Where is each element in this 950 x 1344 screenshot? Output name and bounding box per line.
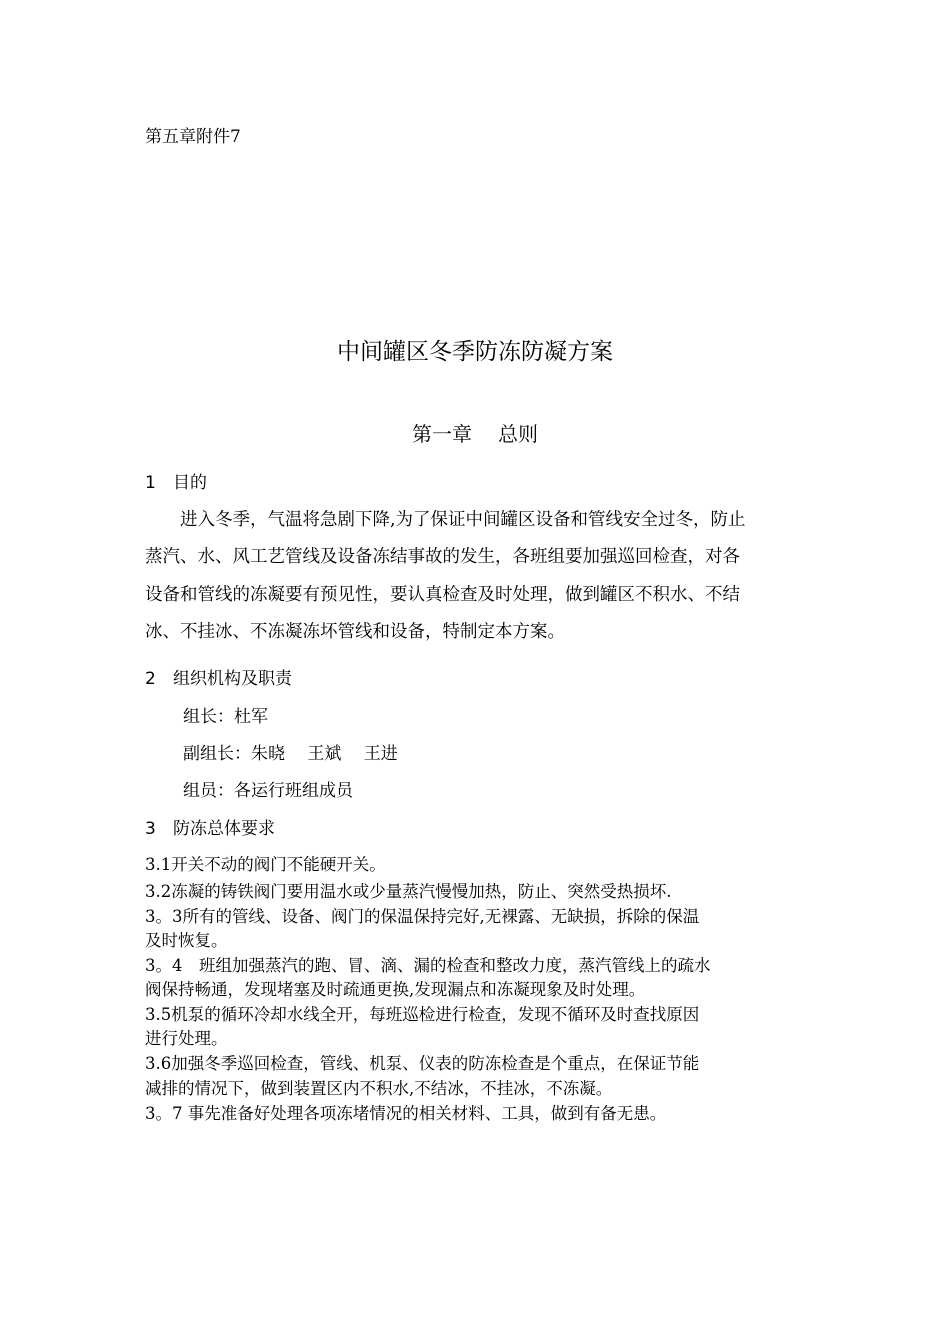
deputy-leaders: 副组长：朱晓 王斌 王进 bbox=[183, 744, 398, 764]
requirement-line: 3.1开关不动的阀门不能硬开关。 bbox=[145, 855, 386, 874]
purpose-line: 蒸汽、水、风工艺管线及设备冻结事故的发生，各班组要加强巡回检查，对各 bbox=[145, 547, 740, 567]
requirement-line: 进行处理。 bbox=[145, 1029, 228, 1048]
purpose-line: 进入冬季，气温将急剧下降,为了保证中间罐区设备和管线安全过冬，防止 bbox=[145, 510, 746, 530]
requirement-line: 减排的情况下，做到装置区内不积水,不结冰，不挂冰，不冻凝。 bbox=[145, 1079, 613, 1098]
requirement-line: 及时恢复。 bbox=[145, 931, 228, 950]
requirement-line: 3。3所有的管线、设备、阀门的保温保持完好,无裸露、无缺损，拆除的保温 bbox=[145, 907, 700, 926]
section-number: 1 bbox=[145, 473, 156, 493]
chapter-name: 总则 bbox=[498, 422, 538, 446]
requirement-line: 3.2冻凝的铸铁阀门要用温水或少量蒸汽慢慢加热，防止、突然受热损坏. bbox=[145, 882, 672, 901]
section-title: 组织机构及职责 bbox=[173, 669, 292, 689]
document-title: 中间罐区冬季防冻防凝方案 bbox=[337, 339, 613, 365]
group-leader: 组长：杜军 bbox=[183, 707, 268, 727]
requirement-line: 3.5机泵的循环冷却水线全开，每班巡检进行检查，发现不循环及时查找原因 bbox=[145, 1005, 700, 1024]
purpose-line: 冰、不挂冰、不冻凝冻坏管线和设备，特制定本方案。 bbox=[145, 622, 565, 642]
section-heading-purpose bbox=[145, 472, 207, 494]
section-number: 3 bbox=[145, 819, 156, 839]
requirement-line: 3.6加强冬季巡回检查，管线、机泵、仪表的防冻检查是个重点，在保证节能 bbox=[145, 1054, 700, 1073]
section-heading-requirements bbox=[145, 818, 275, 840]
section-heading-organization bbox=[145, 668, 292, 690]
chapter-heading bbox=[0, 421, 950, 447]
requirement-line: 阀保持畅通，发现堵塞及时疏通更换,发现漏点和冻凝现象及时处理。 bbox=[145, 980, 646, 999]
chapter-number: 第一章 bbox=[412, 422, 472, 446]
section-title: 目的 bbox=[173, 473, 207, 493]
section-title: 防冻总体要求 bbox=[173, 819, 275, 839]
group-members: 组员：各运行班组成员 bbox=[183, 781, 353, 801]
chapter-reference: 第五章附件7 bbox=[145, 127, 241, 147]
requirement-line: 3。7 事先准备好处理各项冻堵情况的相关材料、工具，做到有备无患。 bbox=[145, 1104, 667, 1123]
section-number: 2 bbox=[145, 669, 156, 689]
purpose-line: 设备和管线的冻凝要有预见性，要认真检查及时处理，做到罐区不积水、不结 bbox=[145, 585, 740, 605]
requirement-line: 3。4 班组加强蒸汽的跑、冒、滴、漏的检查和整改力度，蒸汽管线上的疏水 bbox=[145, 956, 711, 975]
